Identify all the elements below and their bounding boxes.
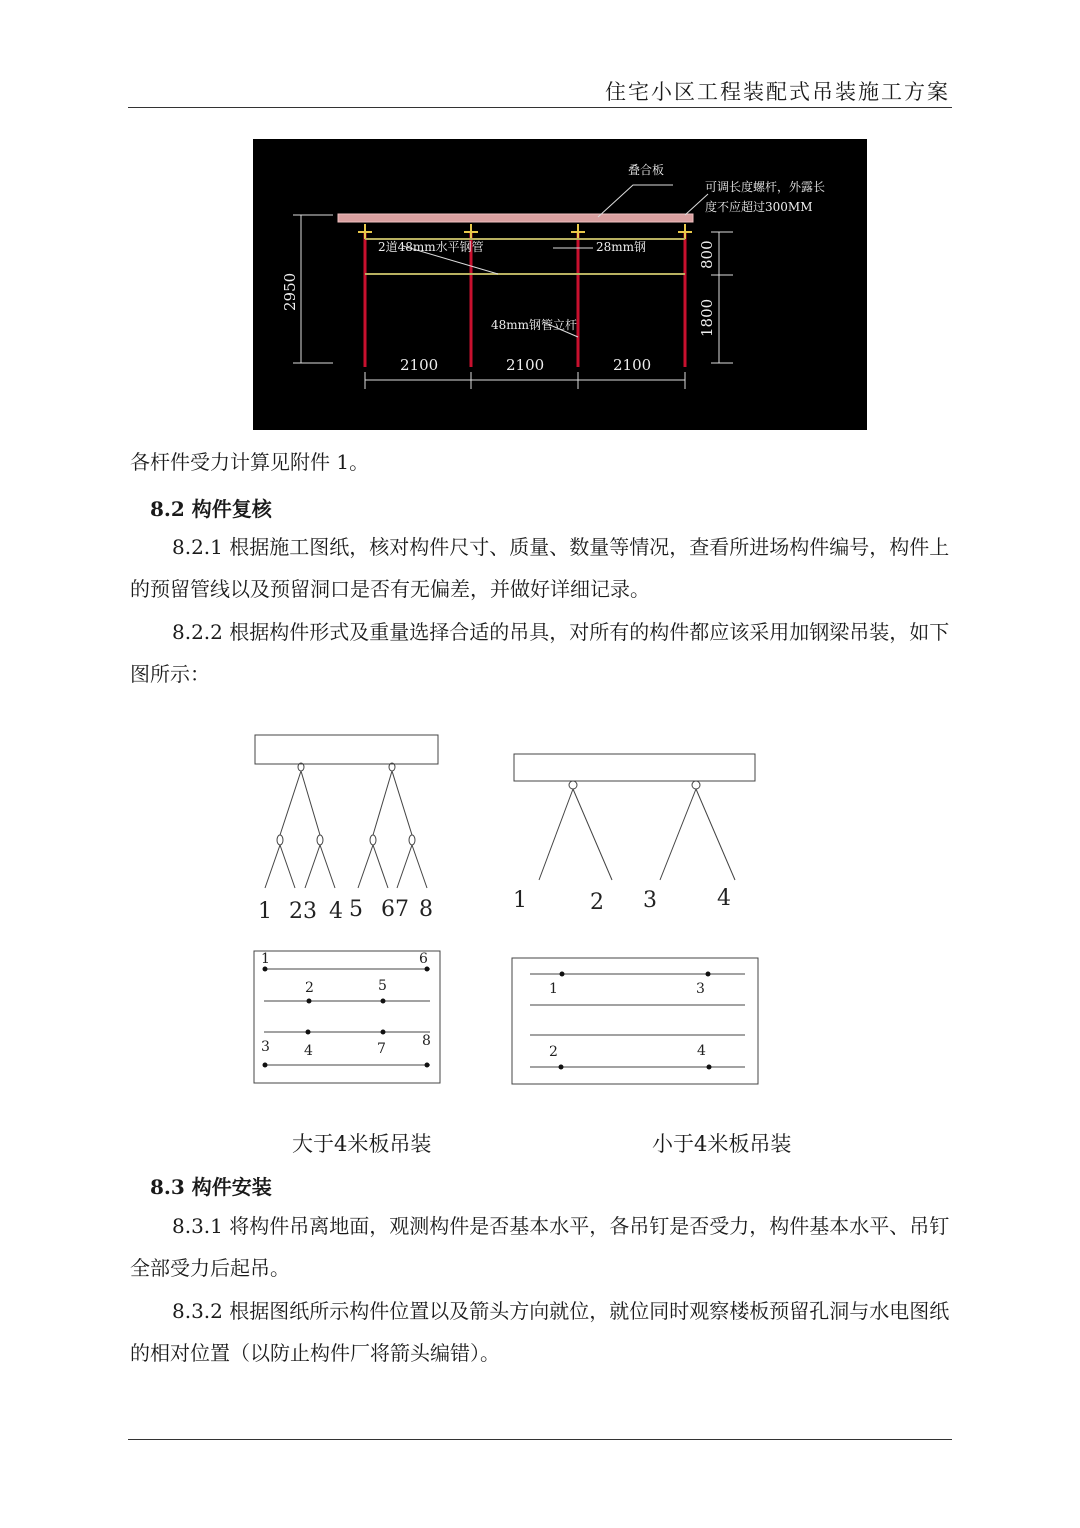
plan-label: 3 — [261, 1039, 270, 1055]
calc-note: 各杆件受力计算见附件 1。 — [130, 450, 370, 474]
plan-label: 8 — [422, 1033, 431, 1049]
plan-label: 6 — [419, 951, 428, 967]
label-28mm: 28mm钢 — [596, 240, 647, 254]
hook-label: 1 — [258, 899, 272, 924]
label-slab: 叠合板 — [628, 163, 665, 177]
label-horizontal-tube: 2道48mm水平钢管 — [378, 240, 484, 254]
plan-label: 7 — [377, 1041, 386, 1057]
dim-lower: 1800 — [698, 298, 716, 337]
hook-label: 67 — [381, 897, 409, 922]
hook-label: 23 — [289, 899, 317, 924]
label-bolt-line1: 可调长度螺杆，外露长 — [705, 180, 826, 194]
paragraph-8-2-1: 8.2.1 根据施工图纸，核对构件尺寸、质量、数量等情况，查看所进场构件编号，构件上的预留管线以及预留洞口是否有无偏差，并做好详细记录。 — [130, 535, 950, 601]
dim-upper: 800 — [698, 240, 716, 269]
dim-total-height: 2950 — [281, 272, 299, 311]
header-title: 住宅小区工程装配式吊装施工方案 — [605, 80, 950, 104]
paragraph-8-3-2: 8.3.2 根据图纸所示构件位置以及箭头方向就位，就位同时观察楼板预留孔洞与水电图纸的相对位置（以防止构件厂将箭头编错）。 — [130, 1299, 950, 1365]
paragraph-8-3-1: 8.3.1 将构件吊离地面，观测构件是否基本水平，各吊钉是否受力，构件基本水平、吊钉全部受力后起吊。 — [130, 1214, 950, 1280]
plan-label: 5 — [378, 978, 387, 994]
section-heading-8-2: 8.2 构件复核 — [150, 497, 272, 521]
dim-span-2: 2100 — [506, 356, 545, 374]
plan-label: 2 — [549, 1044, 558, 1060]
footer-rule — [128, 1439, 952, 1440]
hook-label: 4 — [717, 886, 731, 911]
hook-label: 2 — [590, 890, 604, 915]
label-vertical-pole: 48mm钢管立杆 — [491, 318, 578, 332]
caption-large-slab: 大于4米板吊装 — [292, 1132, 432, 1156]
dim-span-3: 2100 — [613, 356, 652, 374]
lifting-diagram — [240, 725, 780, 1095]
plan-label: 3 — [696, 981, 705, 997]
hook-label: 8 — [419, 897, 433, 922]
slab-shape — [338, 214, 693, 222]
dim-span-1: 2100 — [400, 356, 439, 374]
scaffold-cad-drawing — [253, 139, 867, 430]
header-rule — [128, 107, 952, 108]
hook-label: 1 — [513, 888, 527, 913]
plan-label: 2 — [305, 980, 314, 996]
plan-label: 1 — [549, 981, 558, 997]
hook-label: 5 — [349, 897, 363, 922]
paragraph-8-2-2: 8.2.2 根据构件形式及重量选择合适的吊具，对所有的构件都应该采用加钢梁吊装，如下图所示： — [130, 620, 950, 686]
caption-small-slab: 小于4米板吊装 — [652, 1132, 792, 1156]
hook-label: 4 — [329, 899, 343, 924]
hook-label: 3 — [643, 888, 657, 913]
label-bolt-line2: 度不应超过300MM — [705, 200, 813, 214]
section-heading-8-3: 8.3 构件安装 — [150, 1175, 272, 1199]
plan-label: 4 — [697, 1043, 706, 1059]
plan-label: 1 — [261, 951, 270, 967]
plan-label: 4 — [304, 1043, 313, 1059]
